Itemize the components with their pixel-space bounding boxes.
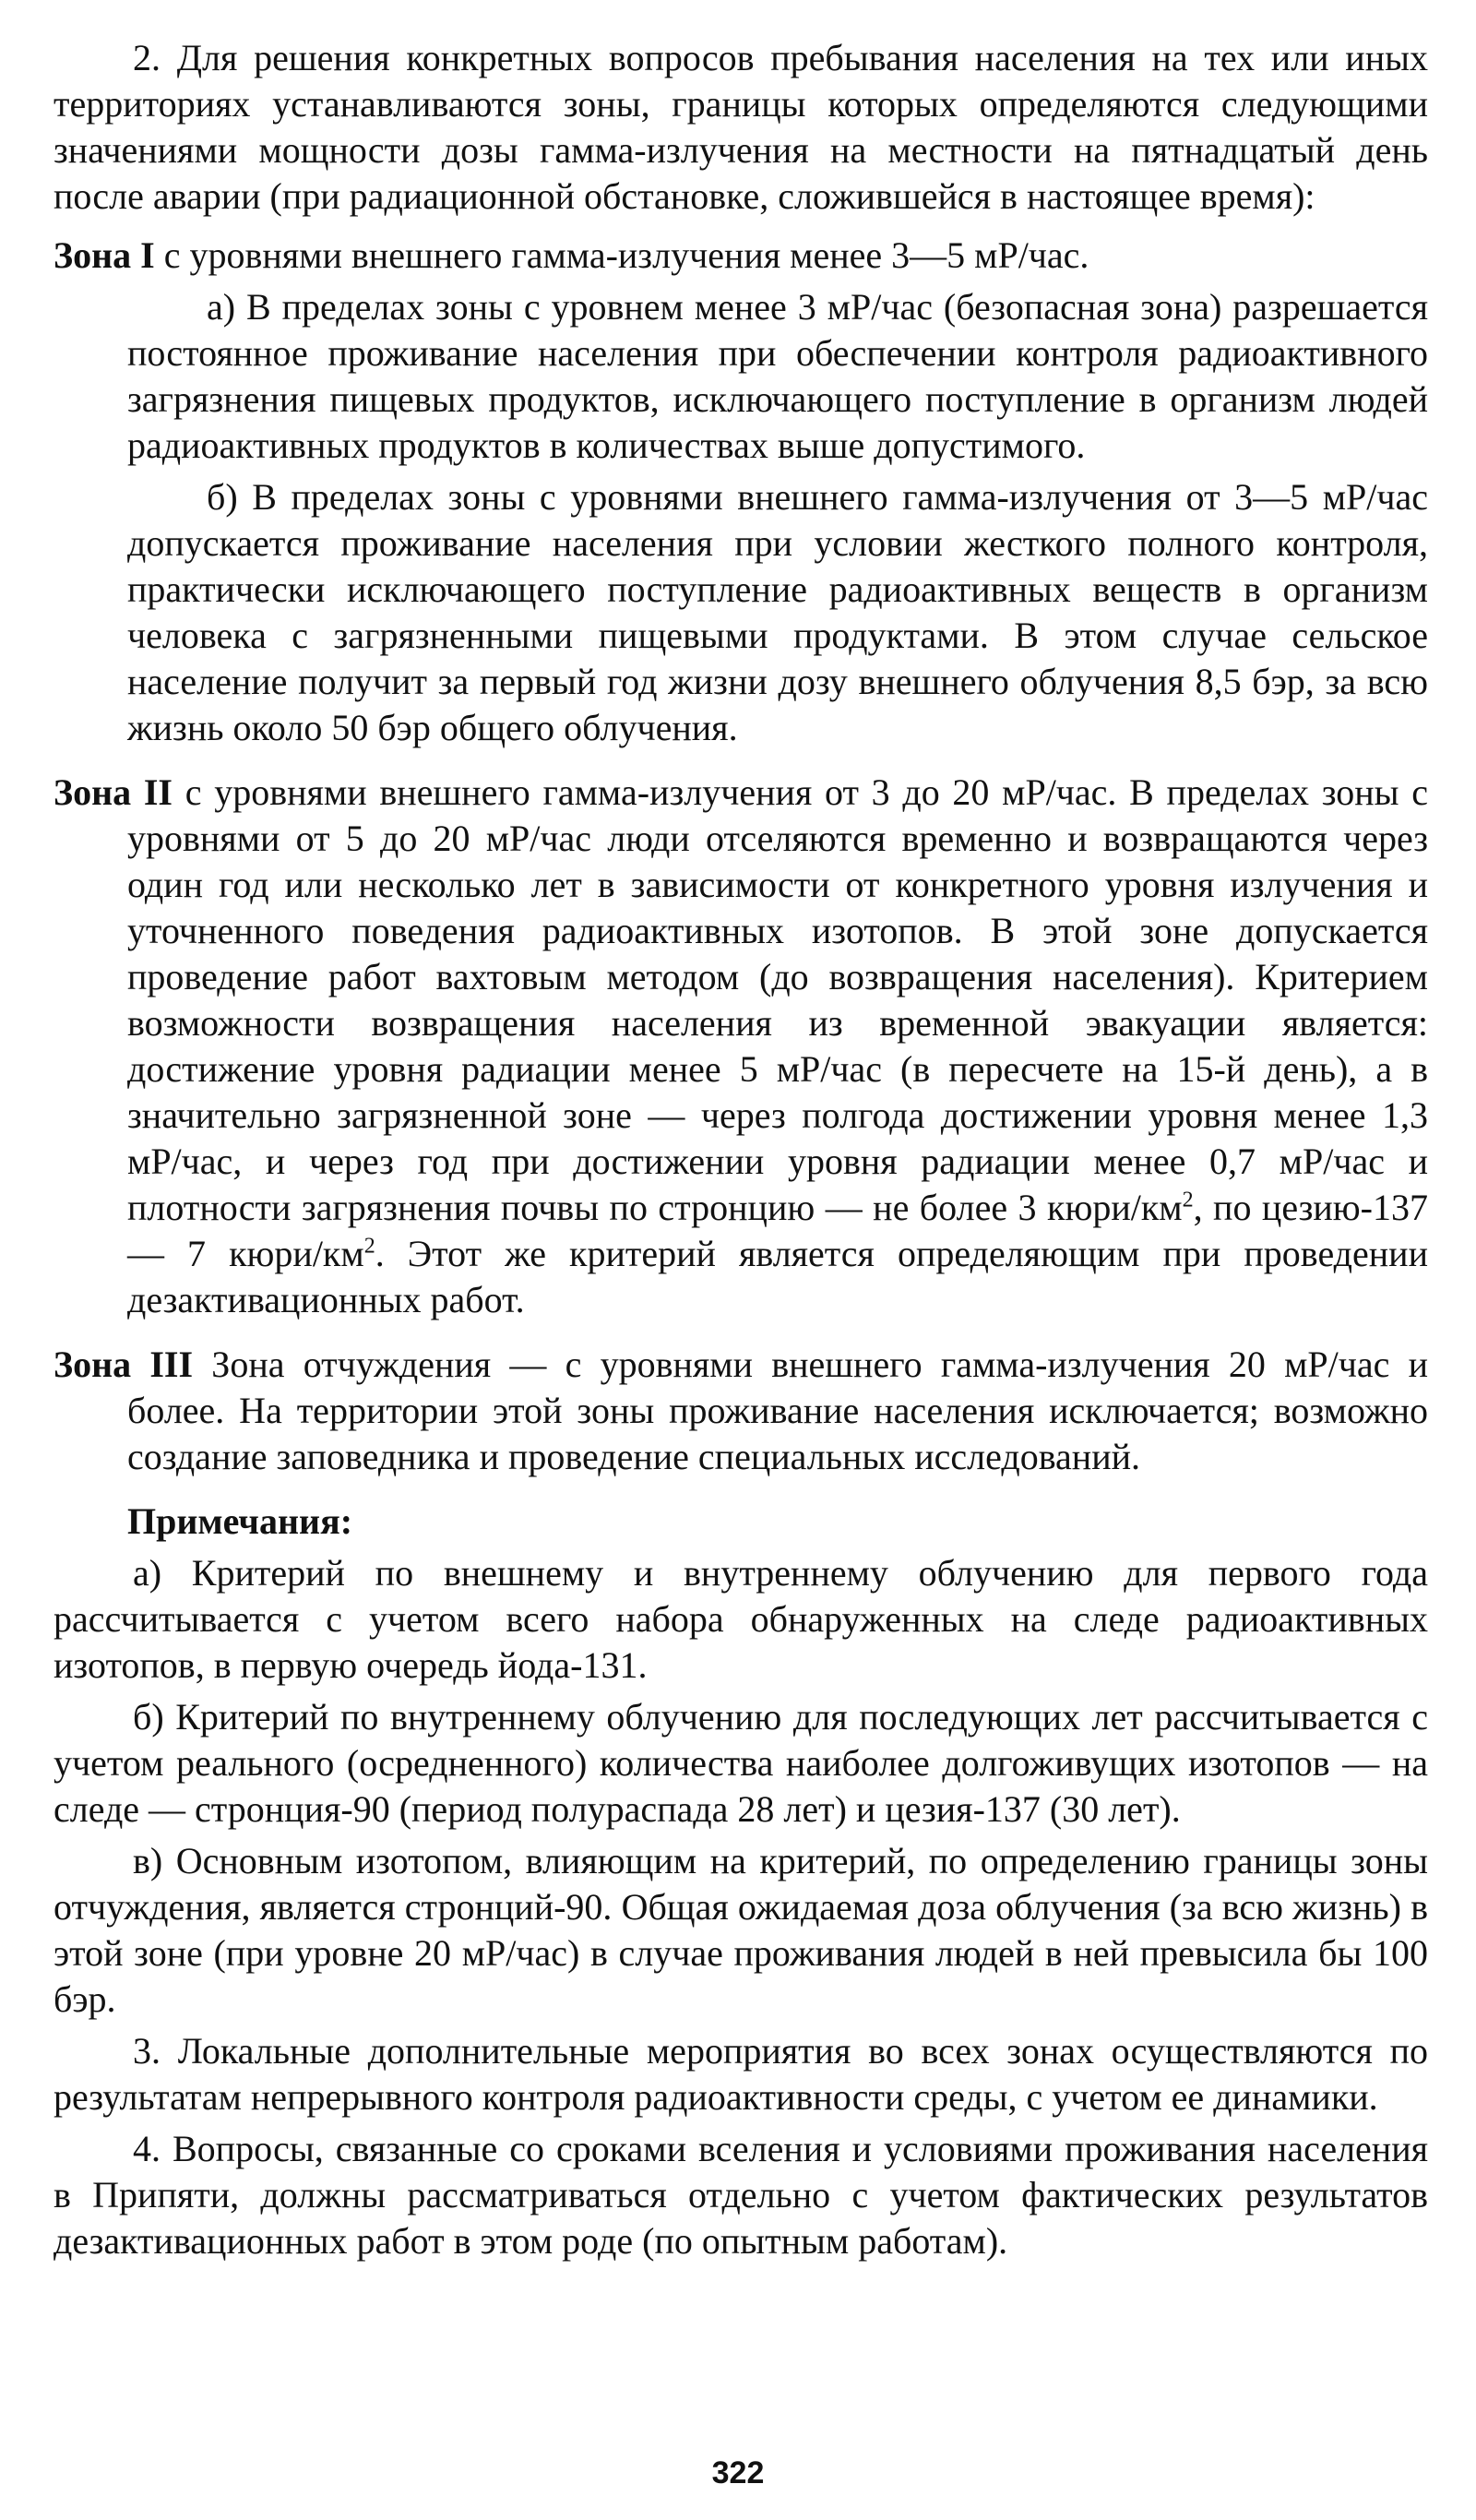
zone-2-superscript-1: 2 — [1182, 1188, 1194, 1212]
notes-heading: Примечания: — [127, 1500, 353, 1542]
zone-2-text-2: , по цезию-137 — 7 кюри/км — [127, 1187, 1428, 1274]
zone-2-title: Зона II — [54, 771, 173, 813]
zone-3-paragraph — [54, 1342, 1428, 1480]
page-number: 322 — [711, 2455, 765, 2490]
paragraph-2: 2. Для решения конкретных вопросов пребывания населения на тех или иных территориях устанавливаются зоны, границы которых определяются следующими значениями мощности дозы гамма-излучения на местности на пятнадцатый день после аварии (при радиационной обстановке, сложившейся в настоящее время): — [54, 37, 1428, 217]
note-a: а) Критерий по внешнему и внутреннему облучению для первого года рассчитывается с учетом всего набора обнаруженных на следе радиоактивных изотопов, в первую очередь йода-131. — [54, 1552, 1428, 1686]
zone-3-title: Зона III — [54, 1344, 194, 1385]
zone-1-paragraph — [54, 233, 1428, 279]
zone-2-paragraph — [54, 770, 1428, 1323]
zone-1-text: с уровнями внешнего гамма-излучения менее 3—5 мР/час. — [163, 234, 1089, 276]
zone-1-item-a: а) В пределах зоны с уровнем менее 3 мР/час (безопасная зона) разрешается постоянное проживание населения при обеспечении контроля радиоактивного загрязнения пищевых продуктов, исключающего поступление в организм людей радиоактивных продуктов в количествах выше допустимого. — [127, 286, 1428, 466]
document-page — [54, 35, 1428, 2264]
zone-2-superscript-2: 2 — [363, 1234, 375, 1259]
zone-2-text-3: . Этот же критерий является определяющим при проведении дезактивационных работ. — [127, 1233, 1428, 1320]
paragraph-4: 4. Вопросы, связанные со сроками вселения и условиями проживания населения в Припяти, должны рассматриваться отдельно с учетом фактических результатов дезактивационных работ в этом роде (по опытным работам). — [54, 2128, 1428, 2262]
zone-2-text-1: с уровнями внешнего гамма-излучения от 3 до 20 мР/час. В пределах зоны с уровнями от 5 до 20 мР/час люди отселяются временно и возвращаются через один год или несколько лет в зависимости от конкретного уровня излучения и уточненного поведения радиоактивных изотопов. В этой зоне допускается проведение работ вахтовым методом (до возвращения населения). Критерием возможности возвращения населения из временной эвакуации является: достижение уровня радиации менее 5 мР/час (в пересчете на 15-й день), а в значительно загрязненной зоне — через полгода достижении уровня менее 1,3 мР/час, и через год при достижении уровня радиации менее 0,7 мР/час и плотности загрязнения почвы по стронцию — не более 3 кюри/км — [127, 771, 1429, 1228]
zone-3-text: Зона отчуждения — с уровнями внешнего гамма-излучения 20 мР/час и более. На территории этой зоны проживание населения исключается; возможно создание заповедника и проведение специальных исследований. — [127, 1344, 1429, 1477]
note-c: в) Основным изотопом, влияющим на критерий, по определению границы зоны отчуждения, является стронций-90. Общая ожидаемая доза облучения (за всю жизнь) в этой зоне (при уровне 20 мР/час) в случае проживания людей в ней превысила бы 100 бэр. — [54, 1840, 1428, 2020]
zone-1-title: Зона I — [54, 234, 155, 276]
zone-1-item-b: б) В пределах зоны с уровнями внешнего гамма-излучения от 3—5 мР/час допускается проживание населения при условии жесткого полного контроля, практически исключающего поступление радиоактивных веществ в организм человека с загрязненными пищевыми продуктами. В этом случае сельское население получит за первый год жизни дозу внешнего облучения 8,5 бэр, за всю жизнь около 50 бэр общего облучения. — [127, 476, 1428, 748]
note-b: б) Критерий по внутреннему облучению для последующих лет рассчитывается с учетом реального (осредненного) количества наиболее долгоживущих изотопов — на следе — стронция-90 (период полураспада 28 лет) и цезия-137 (30 лет). — [54, 1696, 1428, 1830]
paragraph-3: 3. Локальные дополнительные мероприятия во всех зонах осуществляются по результатам непрерывного контроля радиоактивности среды, с учетом ее динамики. — [54, 2030, 1428, 2118]
